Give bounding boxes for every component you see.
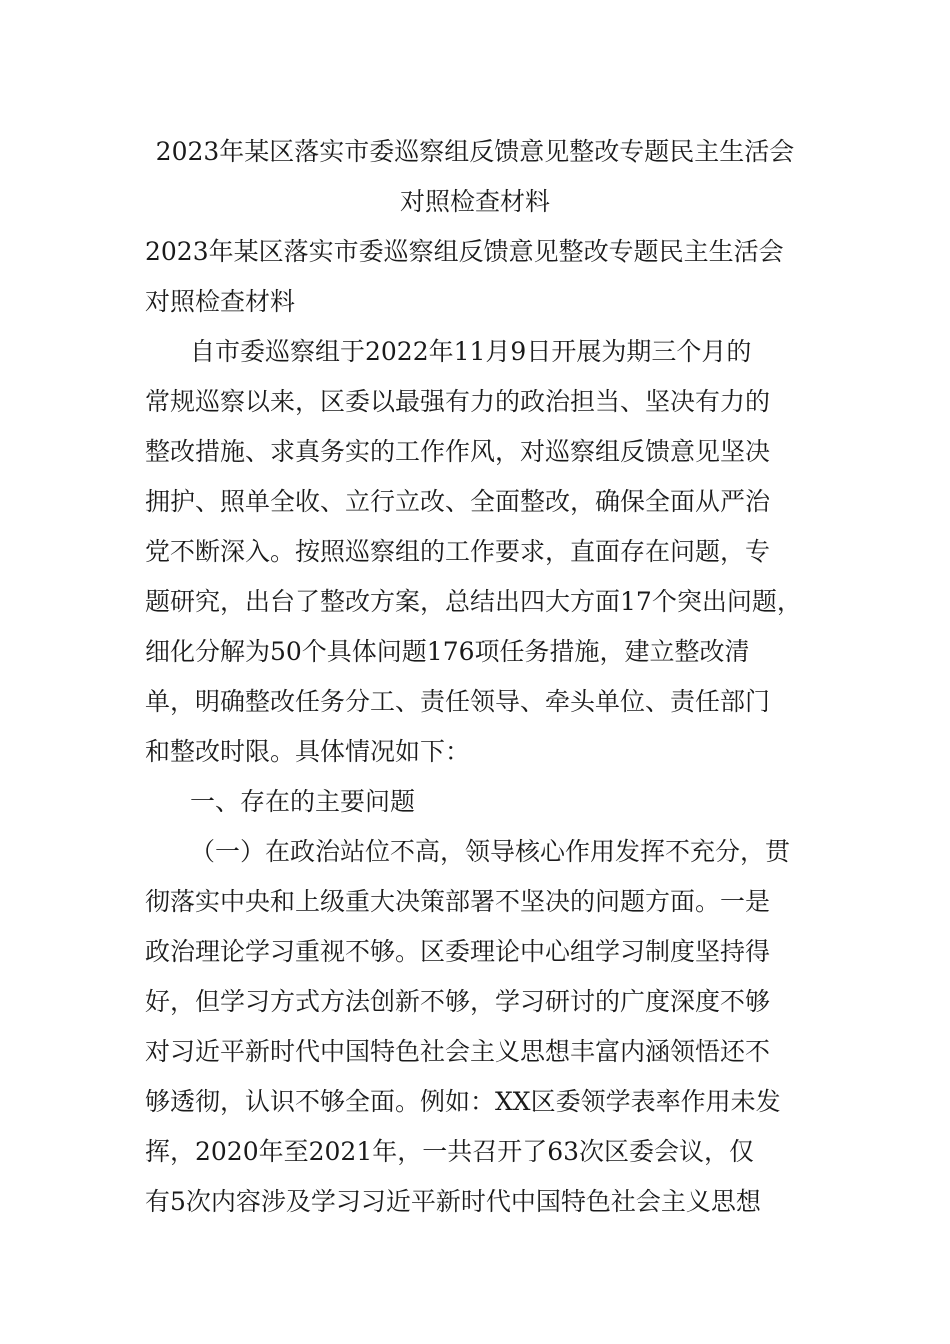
body-line: 有5次内容涉及学习习近平新时代中国特色社会主义思想	[145, 1187, 761, 1216]
body-line: 单，明确整改任务分工、责任领导、牵头单位、责任部门	[145, 687, 771, 716]
subtitle-line-2: 对照检查材料	[145, 287, 296, 316]
body-line: 彻落实中央和上级重大决策部署不坚决的问题方面。一是	[145, 887, 771, 916]
body-line: 细化分解为50个具体问题176项任务措施，建立整改清	[145, 637, 750, 666]
body-line: 党不断深入。按照巡察组的工作要求，直面存在问题，专	[145, 537, 771, 566]
body-line: 题研究，出台了整改方案，总结出四大方面17个突出问题，	[145, 587, 802, 616]
subtitle-line-1: 2023年某区落实市委巡察组反馈意见整改专题民主生活会	[145, 237, 784, 266]
body-line: 自市委巡察组于2022年11月9日开展为期三个月的	[190, 337, 752, 366]
body-line: 整改措施、求真务实的工作作风，对巡察组反馈意见坚决	[145, 437, 771, 466]
body-line: 对习近平新时代中国特色社会主义思想丰富内涵领悟还不	[145, 1037, 771, 1066]
body-line: 好，但学习方式方法创新不够，学习研讨的广度深度不够	[145, 987, 771, 1016]
section-heading: 一、存在的主要问题	[190, 787, 416, 816]
body-line: 拥护、照单全收、立行立改、全面整改，确保全面从严治	[145, 487, 771, 516]
body-line: 挥，2020年至2021年，一共召开了63次区委会议，仅	[145, 1137, 755, 1166]
body-line: （一）在政治站位不高，领导核心作用发挥不充分，贯	[190, 837, 791, 866]
body-line: 够透彻，认识不够全面。例如：XX区委领学表率作用未发	[145, 1087, 781, 1116]
document-title-line-1: 2023年某区落实市委巡察组反馈意见整改专题民主生活会	[155, 137, 795, 166]
body-line: 政治理论学习重视不够。区委理论中心组学习制度坚持得	[145, 937, 771, 966]
body-line: 和整改时限。具体情况如下：	[145, 737, 471, 766]
body-line: 常规巡察以来，区委以最强有力的政治担当、坚决有力的	[145, 387, 771, 416]
document-title-line-2: 对照检查材料	[399, 187, 550, 216]
